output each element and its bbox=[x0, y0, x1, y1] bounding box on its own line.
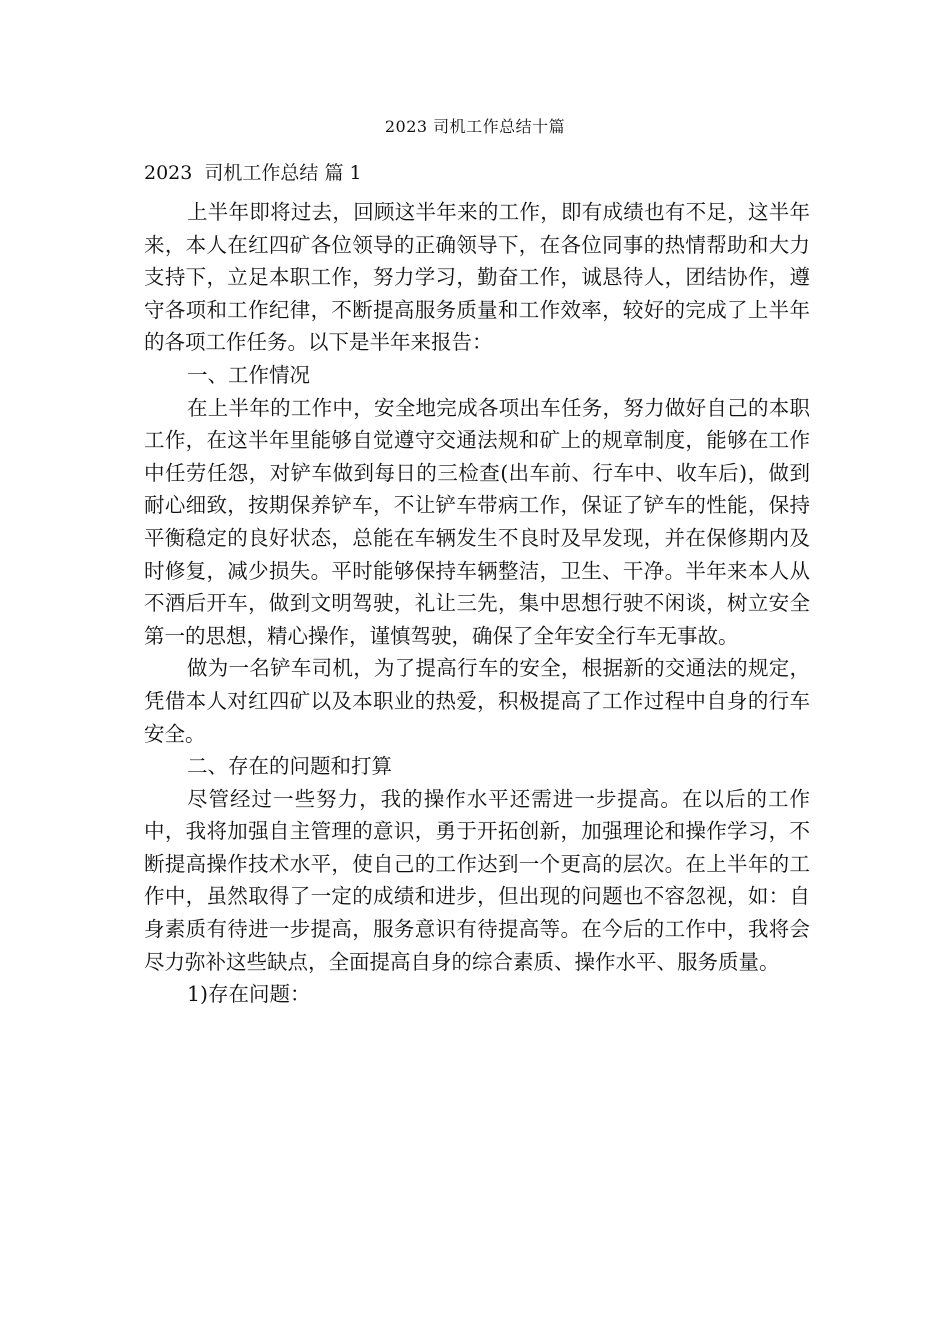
document-title: 2023 司机工作总结十篇 bbox=[384, 117, 566, 136]
paragraph-safety: 做为一名铲车司机，为了提高行车的安全，根据新的交通法的规定，凭借本人对红四矿以及本职业的热爱，积极提高了工作过程中自身的行车安全。 bbox=[144, 656, 810, 746]
heading-existing-problems: 1)存在问题： bbox=[187, 982, 311, 1007]
paragraph-problems-plans: 尽管经过一些努力，我的操作水平还需进一步提高。在以后的工作中，我将加强自主管理的意识，勇于开拓创新，加强理论和操作学习，不断提高操作技术水平，使自己的工作达到一个更高的层次。在上半年的工作中，虽然取得了一定的成绩和进步，但出现的问题也不容忽视，如：自身素质有待进一步提高，服务意识有待提高等。在今后的工作中，我将会尽力弥补这些缺点，全面提高自身的综合素质、操作水平、服务质量。 bbox=[144, 786, 810, 974]
paragraph-work-status: 在上半年的工作中，安全地完成各项出车任务，努力做好自己的本职工作，在这半年里能够自觉遵守交通法规和矿上的规章制度，能够在工作中任劳任怨，对铲车做到每日的三检查(出车前、行车中、收车后)，做到耐心细致，按期保养铲车，不让铲车带病工作，保证了铲车的性能，保持平衡稳定的良好状态，总能在车辆发生不良时及早发现，并在保修期内及时修复，减少损失。平时能够保持车辆整洁，卫生、干净。半年来本人从不酒后开车，做到文明驾驶，礼让三先，集中思想行驶不闲谈，树立安全第一的思想，精心操作，谨慎驾驶，确保了全年安全行车无事故。 bbox=[144, 395, 810, 648]
heading-work-status: 一、工作情况 bbox=[187, 362, 310, 387]
section-title: 2023 司机工作总结 篇 1 bbox=[144, 162, 362, 184]
document-body bbox=[144, 196, 810, 1011]
paragraph-intro: 上半年即将过去，回顾这半年来的工作，即有成绩也有不足，这半年来，本人在红四矿各位领导的正确领导下，在各位同事的热情帮助和大力支持下，立足本职工作，努力学习，勤奋工作，诚恳待人，团结协作，遵守各项和工作纪律，不断提高服务质量和工作效率，较好的完成了上半年的各项工作任务。以下是半年来报告： bbox=[144, 200, 810, 355]
heading-problems-plans: 二、存在的问题和打算 bbox=[187, 754, 392, 779]
